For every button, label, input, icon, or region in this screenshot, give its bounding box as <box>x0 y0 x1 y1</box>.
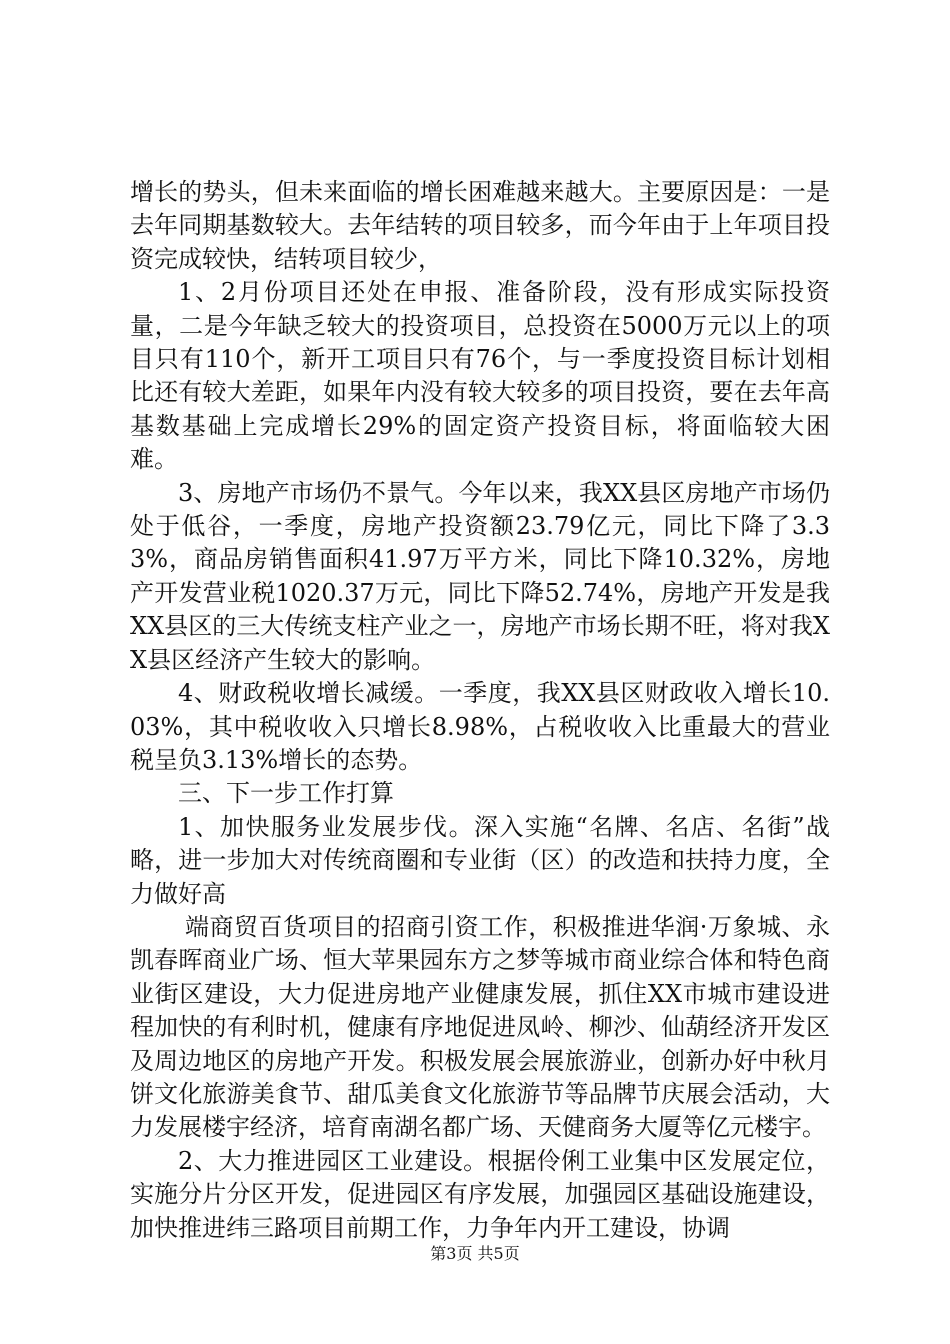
document-body <box>130 176 830 1245</box>
page-footer: 第3页 共5页 <box>430 1244 520 1263</box>
paragraph-investment: 1、2月份项目还处在申报、准备阶段，没有形成实际投资量，二是今年缺乏较大的投资项目，总投资在5000万元以上的项目只有110个，新开工项目只有76个，与一季度投资目标计划相比还有较大差距，如果年内没有较大较多的项目投资，要在去年高基数基础上完成增长29%的固定资产投资目标，将面临较大困难。 <box>130 278 830 474</box>
paragraph-fiscal: 4、财政税收增长减缓。一季度，我XX县区财政收入增长10.03%，其中税收收入只增长8.98%，占税收收入比重最大的营业税呈负3.13%增长的态势。 <box>130 679 830 774</box>
paragraph-intro: 增长的势头，但未来面临的增长困难越来越大。主要原因是：一是去年同期基数较大。去年结转的项目较多，而今年由于上年项目投资完成较快，结转项目较少， <box>130 178 830 273</box>
paragraph-real-estate: 3、房地产市场仍不景气。今年以来，我XX县区房地产市场仍处于低谷，一季度，房地产投资额23.79亿元，同比下降了3.33%，商品房销售面积41.97万平方米，同比下降10.32%，房地产开发营业税1020.37万元，同比下降52.74%，房地产开发是我XX县区的三大传统支柱产业之一，房地产市场长期不旺，将对我XX县区经济产生较大的影响。 <box>130 478 830 674</box>
paragraph-industrial-park: 2、大力推进园区工业建设。根据伶俐工业集中区发展定位，实施分片分区开发，促进园区有序发展，加强园区基础设施建设，加快推进纬三路项目前期工作，力争年内开工建设，协调 <box>130 1146 830 1242</box>
paragraph-service-industry: 1、加快服务业发展步伐。深入实施“名牌、名店、名街”战略，进一步加大对传统商圈和专业街（区）的改造和扶持力度，全力做好高 <box>130 812 830 908</box>
paragraph-commerce-projects: 端商贸百货项目的招商引资工作，积极推进华润·万象城、永凯春晖商业广场、恒大苹果园东方之梦等城市商业综合体和特色商业街区建设，大力促进房地产业健康发展，抓住XX市城市建设进程加快的有利时机，健康有序地促进凤岭、柳沙、仙葫经济开发区及周边地区的房地产开发。积极发展会展旅游业，创新办好中秋月饼文化旅游美食节、甜瓜美食文化旅游节等品牌节庆展会活动，大力发展楼宇经济，培育南湖名都广场、天健商务大厦等亿元楼宇。 <box>130 912 830 1142</box>
section-heading: 三、下一步工作打算 <box>178 779 394 808</box>
